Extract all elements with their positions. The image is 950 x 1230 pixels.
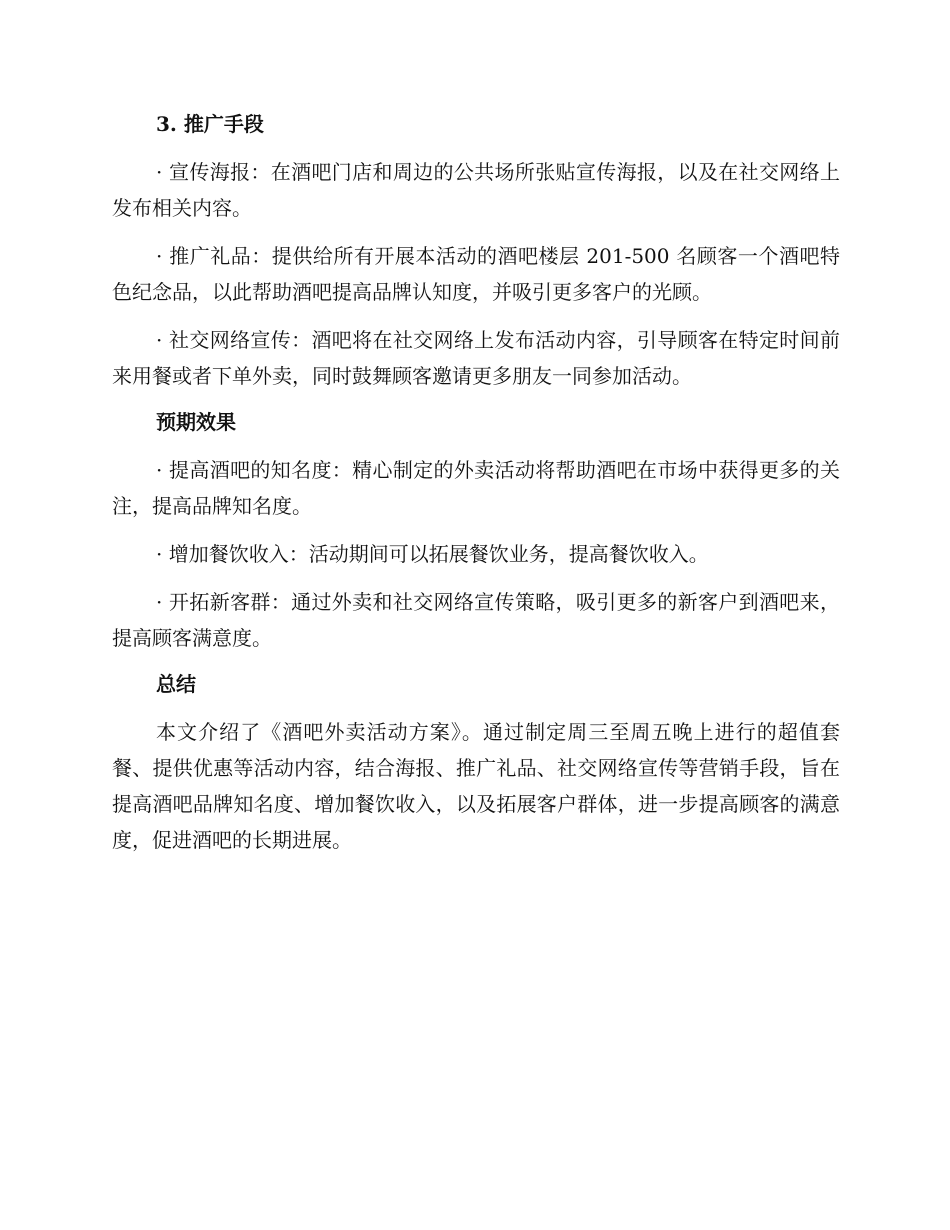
section-heading-promotion: 3. 推广手段 bbox=[156, 112, 264, 136]
section-heading-expected-effect: 预期效果 bbox=[156, 410, 236, 434]
effect-item-new-customers: · 开拓新客群：通过外卖和社交网络宣传策略，吸引更多的新客户到酒吧来，提高顾客满意度。 bbox=[112, 590, 840, 650]
effect-item-revenue: · 增加餐饮收入：活动期间可以拓展餐饮业务，提高餐饮收入。 bbox=[156, 542, 709, 566]
promo-item-gift: · 推广礼品：提供给所有开展本活动的酒吧楼层 201-500 名顾客一个酒吧特色纪念品，以此帮助酒吧提高品牌认知度，并吸引更多客户的光顾。 bbox=[112, 244, 840, 304]
section-heading-summary: 总结 bbox=[156, 672, 196, 696]
promo-item-poster: · 宣传海报：在酒吧门店和周边的公共场所张贴宣传海报，以及在社交网络上发布相关内容。 bbox=[112, 160, 840, 220]
summary-paragraph: 本文介绍了《酒吧外卖活动方案》。通过制定周三至周五晚上进行的超值套餐、提供优惠等活动内容，结合海报、推广礼品、社交网络宣传等营销手段，旨在提高酒吧品牌知名度、增加餐饮收入，以及拓展客户群体，进一步提高顾客的满意度，促进酒吧的长期进展。 bbox=[112, 720, 840, 852]
document-body bbox=[112, 108, 840, 870]
effect-item-awareness: · 提高酒吧的知名度：精心制定的外卖活动将帮助酒吧在市场中获得更多的关注，提高品牌知名度。 bbox=[112, 458, 840, 518]
promo-item-social: · 社交网络宣传：酒吧将在社交网络上发布活动内容，引导顾客在特定时间前来用餐或者下单外卖，同时鼓舞顾客邀请更多朋友一同参加活动。 bbox=[112, 328, 840, 388]
